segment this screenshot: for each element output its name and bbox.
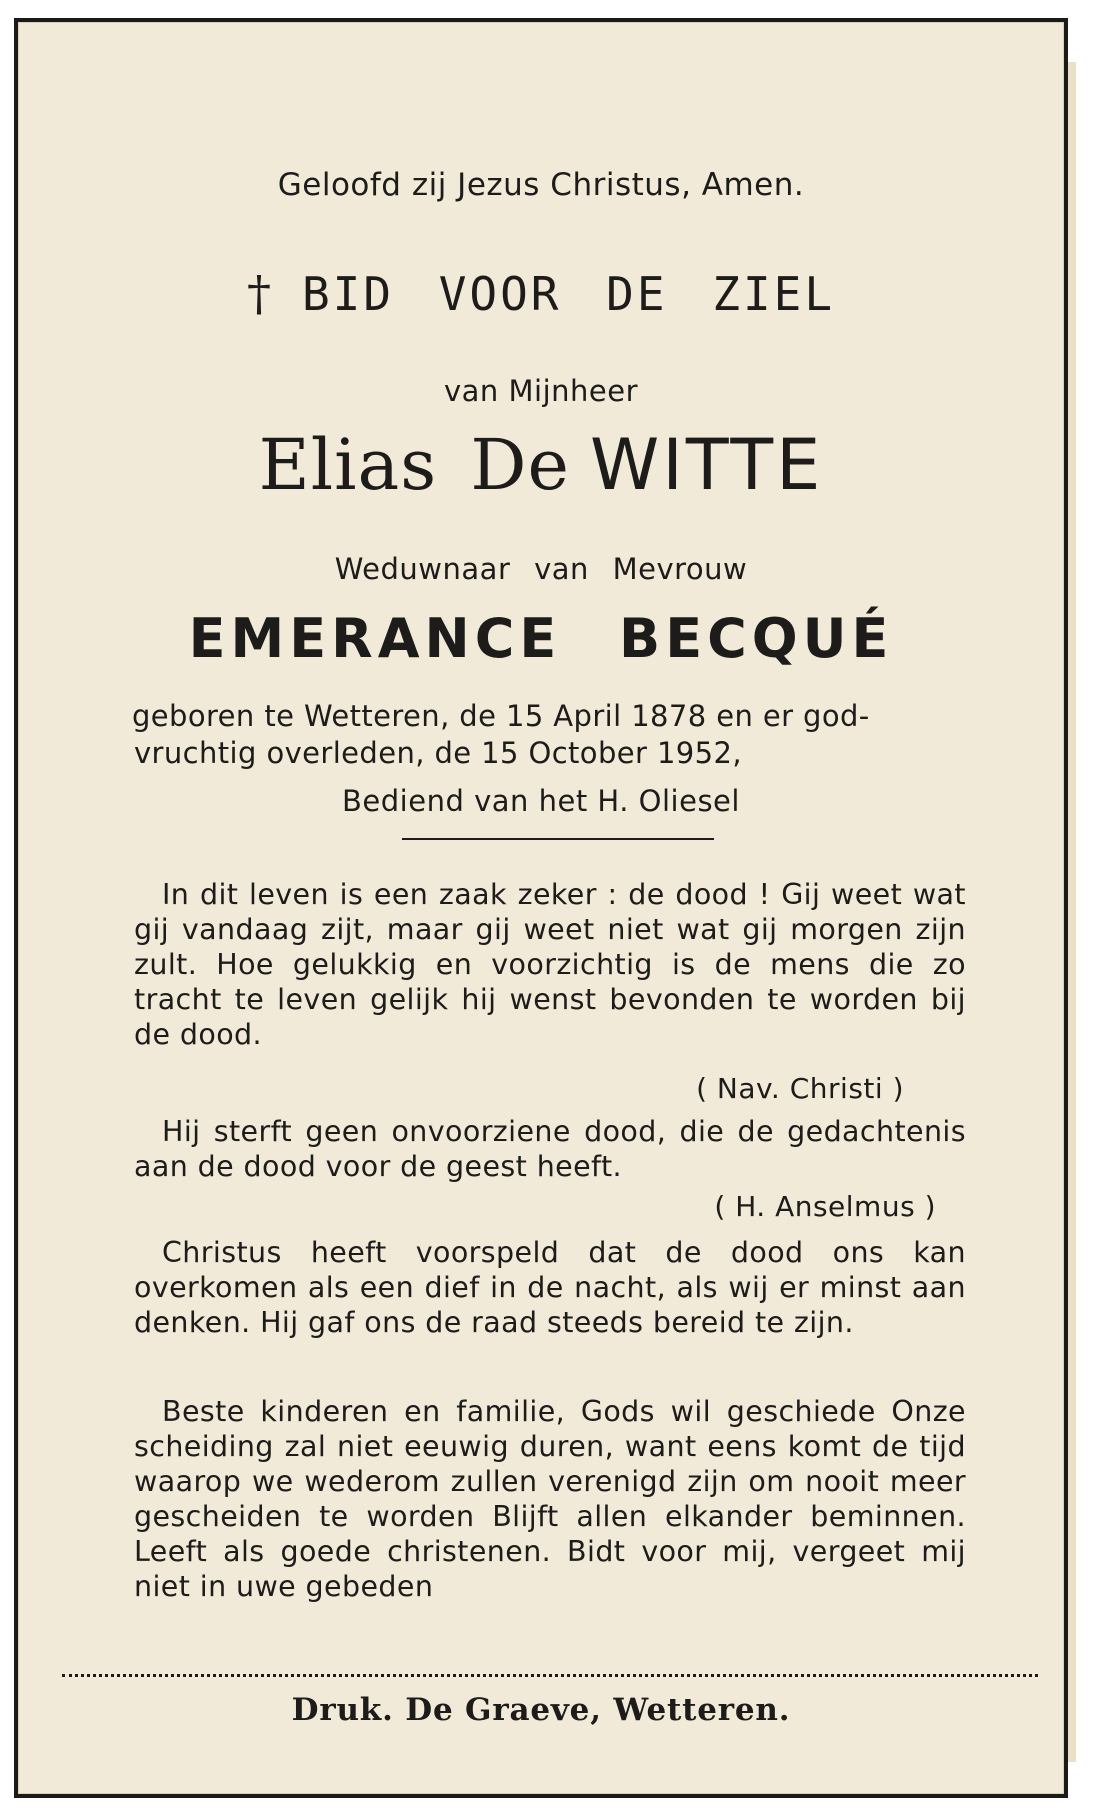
quote-anselmus	[134, 1114, 966, 1184]
paragraph-text: Beste kinderen en familie, Gods wil geschiede Onze scheiding zal niet eeuwig duren, want eens komt de tijd waarop we wederom zullen verenigd zijn om nooit meer gescheiden te worden Blijft allen elkander beminnen. Leeft als goede christenen. Bidt voor mij, vergeet mij niet in uwe gebeden	[134, 1395, 966, 1603]
deceased-surname: WITTE	[589, 424, 824, 506]
dotted-divider	[62, 1674, 1038, 1677]
quote-text: In dit leven is een zaak zeker : de dood ! Gij weet wat gij vandaag zijt, maar gij weet niet wat gij morgen zijn zult. Hoe gelukkig en voorzichtig is de mens die zo tracht te leven gelijk hij wenst bevonden te worden bij de dood.	[134, 878, 966, 1051]
card-edge	[1068, 62, 1076, 1762]
birth-death-line-2: vruchtig overleden, de 15 October 1952,	[134, 736, 742, 770]
quote-imitation-christi	[134, 877, 966, 1052]
printer-credit: Druk. De Graeve, Wetteren.	[291, 1692, 791, 1728]
widow-line: Weduwnaar van Mevrouw	[334, 552, 748, 586]
prayer-heading-line	[18, 266, 1064, 322]
paragraph-christus	[134, 1235, 966, 1340]
memorial-card	[14, 18, 1068, 1798]
divider	[402, 838, 714, 840]
quote-text: Hij sterft geen onvoorziene dood, die de gedachtenis aan de dood voor de geest heeft.	[134, 1115, 966, 1183]
birth-death-line-1: geboren te Wetteren, de 15 April 1878 en er god-	[132, 699, 870, 733]
honorific: van Mijnheer	[443, 374, 639, 408]
deceased-name	[18, 424, 1064, 506]
cross-icon: †	[246, 266, 274, 322]
quote-attribution: ( H. Anselmus )	[714, 1190, 936, 1223]
quote-attribution: ( Nav. Christi )	[696, 1072, 904, 1105]
prayer-heading: BID VOOR DE ZIEL	[301, 267, 836, 321]
paragraph-text: Christus heeft voorspeld dat de dood ons kan overkomen als een dief in de nacht, als wij er minst aan denken. Hij gaf ons de raad steeds bereid te zijn.	[134, 1236, 966, 1339]
invocation: Geloofd zij Jezus Christus, Amen.	[277, 167, 805, 203]
sacrament-line: Bediend van het H. Oliesel	[342, 784, 740, 818]
deceased-first-names: Elias De	[258, 424, 570, 506]
spouse-name: EMERANCE BECQUÉ	[188, 607, 894, 670]
paragraph-farewell	[134, 1394, 966, 1604]
